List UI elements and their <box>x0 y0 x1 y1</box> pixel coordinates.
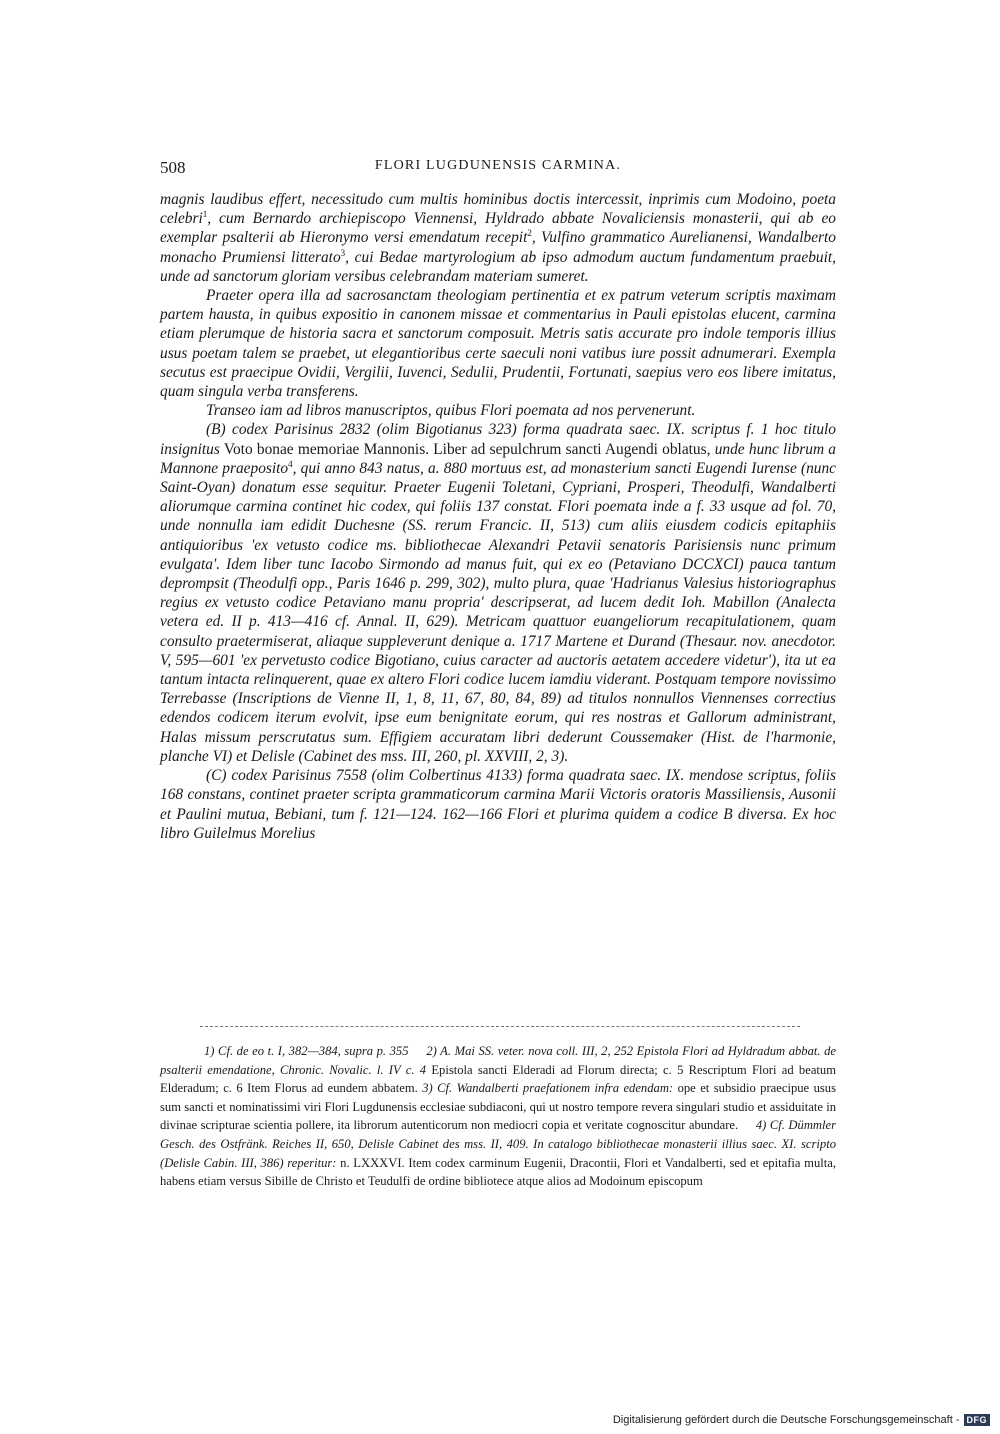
main-text <box>160 190 836 843</box>
dfg-footer <box>600 1412 990 1428</box>
footnote-divider <box>200 1026 800 1027</box>
footnote-2-text: Epistola sancti Elderadi ad Florum directa; c. 5 Rescriptum Flori ad beatum Elderadum; c. 6 Item Florus ad eundem abbatem. <box>160 1062 836 1096</box>
footnote-3-italic: 3) Cf. Wandalberti praefationem infra edendam: <box>422 1081 674 1096</box>
footnote-ref-3: 3 <box>340 247 346 258</box>
footnote-4-italic: 4) Cf. Dümmler Gesch. des Ostfränk. Reiches II, 650, Delisle Cabinet des mss. II, 409. In catalogo bibliothecae monasterii illius saec. XI. scripto (Delisle Cabin. III, 386) reperitur: <box>160 1118 837 1170</box>
paragraph-1-part-b: , cum Bernardo archiepiscopo Viennensi, Hyldrado abbate Novaliciensis monasterii, qui ab eo exemplar psalterii ab Hieronymo versi emendatum recepit <box>160 210 836 247</box>
paragraph-1 <box>160 190 836 286</box>
footnote-block <box>160 1042 836 1191</box>
footnote-4-text: n. LXXXVI. Item codex carminum Eugenii, Dracontii, Flori et Vandalberti, sed et epitafia multa, habens etiam versus Sibille de Christo et Teudulfi de ordine bibliotece atque alios ad Modoinum episcopum <box>160 1155 836 1189</box>
footnote-3-text: ope et subsidio praecipue usus sum sancti et nominatissimi viri Flori Lugdunensis ecclesiae subdiaconi, qui ut nostro tempore revera singulari studio et assiduitate in divinae scripturae scientia pollere, ita librorum autenticorum non mediocri copia et veritate cognoscitur abundare. <box>160 1081 836 1133</box>
paragraph-3: Transeo iam ad libros manuscriptos, quibus Flori poemata ad nos pervenerunt. <box>206 402 696 420</box>
dfg-logo-icon: DFG <box>964 1414 991 1426</box>
paragraph-1-part-d: , cui Bedae martyrologium ab ipso admodum auctum fundamentum praebuit, unde ad sanctorum gloriam versibus celebrandam materiam sumeret. <box>160 248 836 285</box>
footnote-2-italic: 2) A. Mai SS. veter. nova coll. III, 2, 252 Epistola Flori ad Hyldradum abbat. de psalterii emendatione, Chronic. Novalic. l. IV c. 4 <box>160 1044 836 1077</box>
footnote-ref-1: 1 <box>202 209 208 220</box>
paragraph-5: (C) codex Parisinus 7558 (olim Colbertinus 4133) forma quadrata saec. IX. mendose scriptus, foliis 168 constans, continet praeter scripta grammaticorum carmina Marii Victoris oratoris Massiliensis, Ausonii et Paulini mutua, Bebiani, tum f. 121—124. 162—166 Flori et plurima quidem a codice B diversa. Ex hoc libro Guilelmus Morelius <box>160 767 836 842</box>
footer-text: Digitalisierung gefördert durch die Deutsche Forschungsgemeinschaft - <box>612 1414 960 1426</box>
page-header <box>160 158 836 180</box>
paragraph-1-part-a: magnis laudibus effert, necessitudo cum multis hominibus doctis intercessit, inprimis cum Modoino, poeta celebri <box>160 191 836 228</box>
paragraph-4-part-d: , qui anno 843 natus, a. 880 mortuus est, ad monasterium sancti Eugendi Iurense (nunc Saint-Oyan) donatum esse sequitur. Praeter Eugenii Toletani, Cypriani, Prosperi, Theodulfi, Wandalberti aliorumque carmina continet hic codex, qui foliis 137 constat. Flori poemata inde a f. 33 usque ad fol. 70, unde nonnulla iam edidit Duchesne (SS. rerum Francic. II, 513) cum aliis eiusdem codicis epitaphiis antiquioribus 'ex vetusto codice ms. bibliothecae Alexandri Petavii senatoris Parisiensis nunc primum evulgata'. Idem liber tunc Iacobo Sirmondo ad manus fuit, qui ex eo (Petaviano DCCXCI) pauca tantum deprompsit (Theodulfi opp., Paris 1646 p. 299, 302), multo plura, quae 'Hadrianus Valesius historiographus regius ex vetusto codice Petaviano manu propria' descripserat, ad lucem dedit Ioh. Mabillon (Analecta vetera ed. II p. 413—416 cf. Annal. II, 629). Metricam quattuor euangeliorum recapitulationem, quam consulto praetermiserat, aliaque suppleverunt denique a. 1717 Martene et Durand (Thesaur. nov. anecdotor. V, 595—601 'ex pervetusto codice Bigotiano, cuius caracter ad auctoris aetatem accedere videtur'), ita ut ea tantum intacta relinquerent, quae ex altero Flori codice lucem iamdiu viderant. Postquam tempore novissimo Terrebasse (Inscriptions de Vienne II, 1, 8, 11, 67, 80, 84, 89) ad titulos nonnullos Viennenses correctius edendos codicem iterum evolvit, ipse eum benignitate eorum, qui res nostras et Gallorum administrant, Halas missum perscrutatus sum. Effigiem accuratam libri dederunt Coussemaker (Hist. de l'harmonie, planche VI) et Delisle (Cabinet des mss. III, 260, pl. XXVIII, 2, 3). <box>160 459 836 765</box>
footnote-ref-2: 2 <box>527 228 532 239</box>
paragraph-4-title-quote: Voto bonae memoriae Mannonis. Liber ad sepulchrum sancti Augendi oblatus, <box>223 440 711 458</box>
page-number: 508 <box>160 158 186 177</box>
paragraph-1-part-c: , Vulfino grammatico Aurelianensi, Wandalberto monacho Prumiensi litterato <box>160 229 836 266</box>
footnotes <box>160 1042 836 1191</box>
running-title: FLORI LUGDUNENSIS CARMINA. <box>374 158 622 173</box>
footnote-ref-4: 4 <box>288 458 293 469</box>
paragraph-2: Praeter opera illa ad sacrosanctam theologiam pertinentia et ex patrum veterum scriptis maximam partem hausta, in quibus expositio in canonem missae et commentarius in Pauli epistolas elucent, carmina etiam plerumque de historia sacra et sanctorum composuit. Metris satis accurate pro indole temporis illius usus poetam talem se praebet, ut elegantioribus certe saeculi noni vatibus iure possit adnumerari. Exempla secutus est praecipue Ovidii, Vergilii, Iuvenci, Sedulii, Prudentii, Fortunati, saepius vero eos libere imitatus, quam singula verba transferens. <box>160 287 836 401</box>
paragraph-4-part-a: (B) codex Parisinus 2832 (olim Bigotianus 323) forma quadrata saec. IX. scriptus f. 1 hoc titulo insignitus <box>160 421 836 458</box>
footnote-1: 1) Cf. de eo t. I, 382—384, supra p. 355 <box>204 1044 409 1058</box>
paragraph-4-part-c: unde hunc librum a Mannone praeposito <box>160 440 836 477</box>
paragraph-4 <box>160 420 836 766</box>
